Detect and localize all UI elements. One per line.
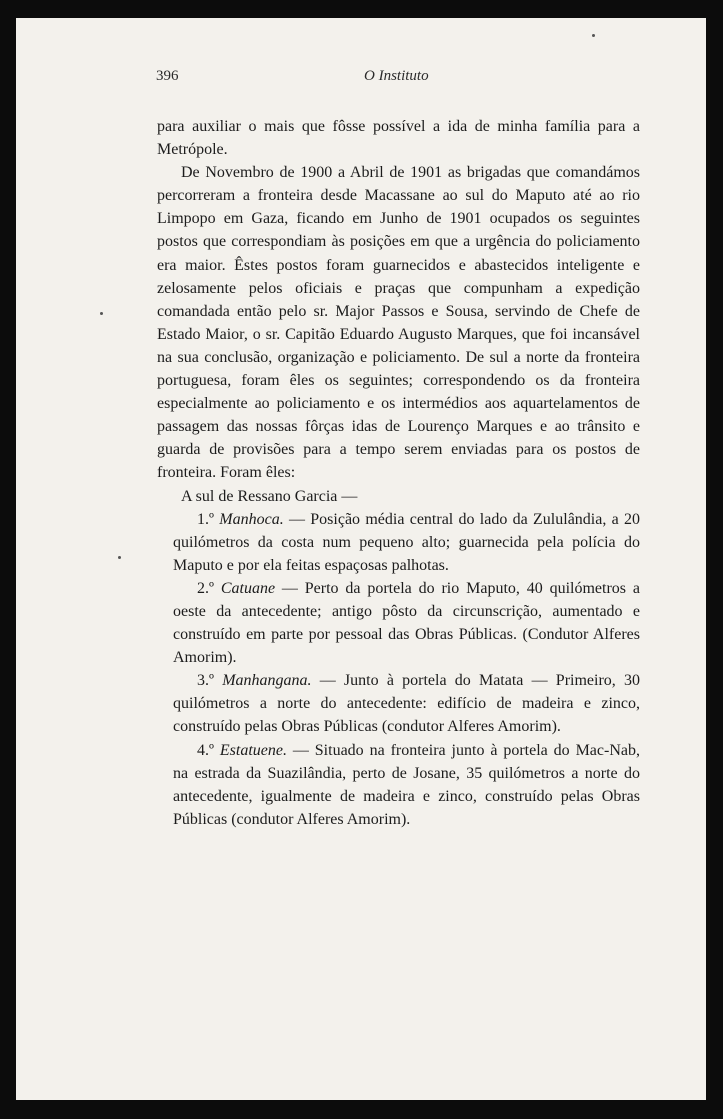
item-number: 1.º — [197, 510, 214, 528]
dust-speck — [100, 312, 103, 315]
post-name: Catuane — [220, 579, 276, 597]
post-name: Manhangana. — [222, 672, 312, 690]
item-number: 3.º — [197, 672, 214, 690]
item-number: 4.º — [197, 741, 214, 759]
post-name: Estatuene. — [219, 741, 287, 759]
post-description: — Situado na fronteira junto à portela do Mac-Nab, na estrada da Suazilândia, perto de Josane, 35 quilómetros a norte do antecedente, igualmente de madeira e zinco, construído pelas Obras Públicas (condutor Alferes Amorim). — [173, 741, 640, 828]
list-item-post-3 — [157, 669, 640, 738]
paragraph-south-of-ressano: A sul de Ressano Garcia — — [181, 487, 358, 505]
page-header — [156, 68, 566, 98]
list-item-post-2 — [157, 577, 640, 669]
paragraph-brigades: De Novembro de 1900 a Abril de 1901 as brigadas que comandámos percorreram a fronteira desde Macassane ao sul do Maputo até ao rio Limpopo em Gaza, ficando em Junho de 1901 ocupados os seguintes postos que correspondiam às posições em que a urgência do policiamento era maior. Êstes postos foram guarnecidos e abastecidos inteligente e zelosamente pelos oficiais e praças que compunham a expedição comandada então pelo sr. Major Passos e Sousa, servindo de Chefe de Estado Maior, o sr. Capitão Eduardo Augusto Marques, que foi incansável na sua conclusão, organização e policiamento. De sul a norte da fronteira portuguesa, foram êles os seguintes; correspondendo os da fronteira especialmente ao policiamento e os intermédios aos aquartelamentos de passagem das nossas fôrças idas de Lourenço Marques e ao trânsito e guarda de provisões para a tempo serem enviadas para os postos de fronteira. Foram êles: — [157, 164, 640, 482]
post-description: — Posição média central do lado da Zululândia, a 20 quilómetros da costa num pequeno alto; guarnecida pela polícia do Maputo e por ela feitas espaçosas palhotas. — [173, 510, 641, 574]
item-number: 2.º — [197, 579, 214, 597]
post-description: — Perto da portela do rio Maputo, 40 quilómetros a oeste da antecedente; antigo pôsto da circunscrição, aumentado e construído em parte por pessoal das Obras Públicas. (Condutor Alferes Amorim). — [173, 579, 640, 667]
page-number: 396 — [156, 68, 179, 84]
paragraph-continuation: para auxiliar o mais que fôsse possível a ida de minha família para a Metrópole. — [157, 118, 640, 159]
list-item-post-1 — [157, 508, 640, 577]
dust-speck — [592, 34, 595, 37]
post-name: Manhoca. — [219, 510, 284, 528]
list-item-post-4 — [157, 739, 640, 831]
dust-speck — [118, 556, 121, 559]
post-description: — Junto à portela do Matata — Primeiro, 30 quilómetros a norte do antecedente: edifício de madeira e zinco, construído pelas Obras Públicas (condutor Alferes Amorim). — [173, 672, 641, 736]
body-text — [157, 115, 640, 831]
running-title: O Instituto — [364, 68, 429, 84]
